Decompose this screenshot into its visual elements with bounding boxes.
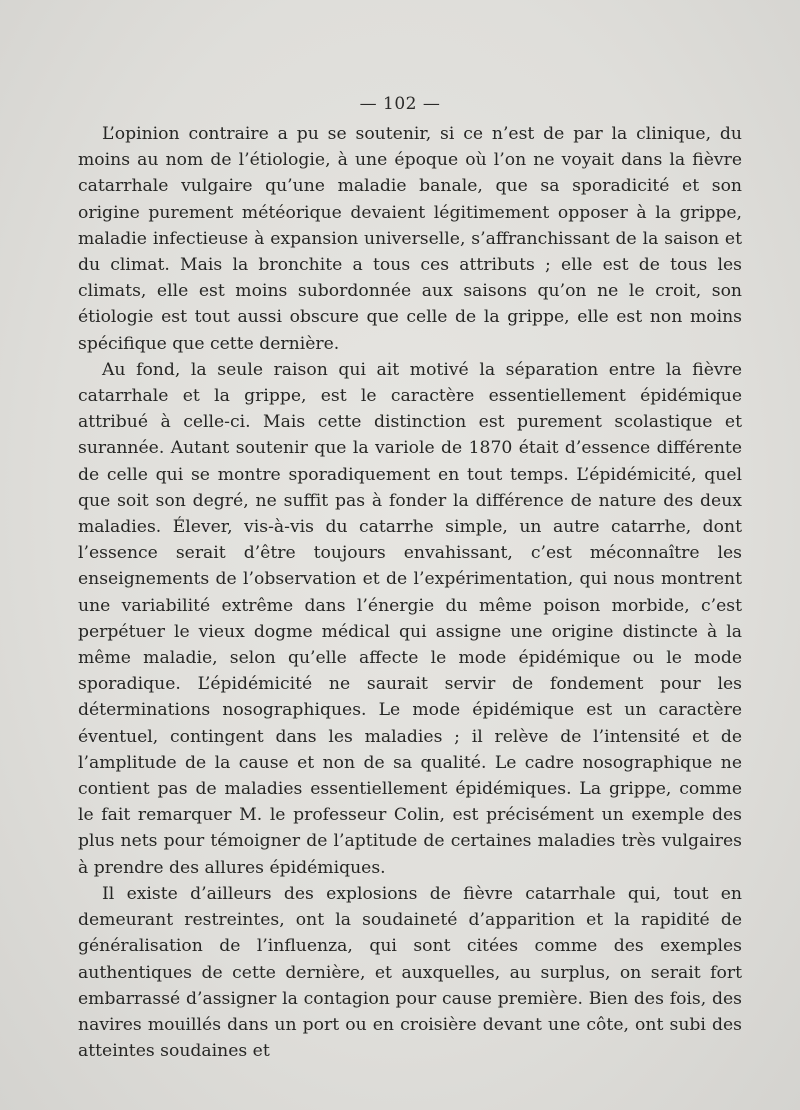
body-text (78, 121, 742, 1064)
paragraph-2: Au fond, la seule raison qui ait motivé la séparation entre la fièvre catarrhale et la grippe, est le caractère essentiellement épidémique attribué à celle-ci. Mais cette distinction est purement scolastique et surannée. Autant soutenir que la variole de 1870 était d’essence différente de celle qui se montre sporadiquement en tout temps. L’épidémicité, quel que soit son degré, ne suffit pas à fonder la différence de nature des deux maladies. Élever, vis-à-vis du catarrhe simple, un autre catarrhe, dont l’essence serait d’être toujours envahissant, c’est méconnaître les enseignements de l’observation et de l’expérimentation, qui nous montrent une variabilité extrême dans l’énergie du même poison morbide, c’est perpétuer le vieux dogme médical qui assigne une origine distincte à la même maladie, selon qu’elle affecte le mode épidémique ou le mode sporadique. L’épidémicité ne saurait servir de fondement pour les déterminations nosographiques. Le mode épidémique est un caractère éventuel, contingent dans les maladies ; il relève de l’intensité et de l’amplitude de la cause et non de sa qualité. Le cadre nosographique ne contient pas de maladies essentiellement épidémiques. La grippe, comme le fait remarquer M. le professeur Colin, est précisément un exemple des plus nets pour témoigner de l’aptitude de certaines maladies très vulgaires à prendre des allures épidémiques. (78, 359, 742, 878)
paragraph-3: Il existe d’ailleurs des explosions de fièvre catarrhale qui, tout en demeurant restreintes, ont la soudaineté d’apparition et la rapidité de généralisation de l’influenza, qui sont citées comme des exemples authentiques de cette dernière, et auxquelles, au surplus, on serait fort embarrassé d’assigner la contagion pour cause première. Bien des fois, des navires mouillés dans un port ou en croisière devant une côte, ont subi des atteintes soudaines et (78, 883, 742, 1062)
paragraph-1: L’opinion contraire a pu se soutenir, si ce n’est de par la clinique, du moins au nom de l’étiologie, à une époque où l’on ne voyait dans la fièvre catarrhale vulgaire qu’une maladie banale, que sa sporadicité et son origine purement météorique devaient légitimement opposer à la grippe, maladie infectieuse à expansion universelle, s’affranchissant de la saison et du climat. Mais la bronchite a tous ces attributs ; elle est de tous les climats, elle est moins subordonnée aux saisons qu’on ne le croit, son étiologie est tout aussi obscure que celle de la grippe, elle est non moins spécifique que cette dernière. (78, 124, 742, 354)
page-number: — 102 — (359, 94, 441, 114)
